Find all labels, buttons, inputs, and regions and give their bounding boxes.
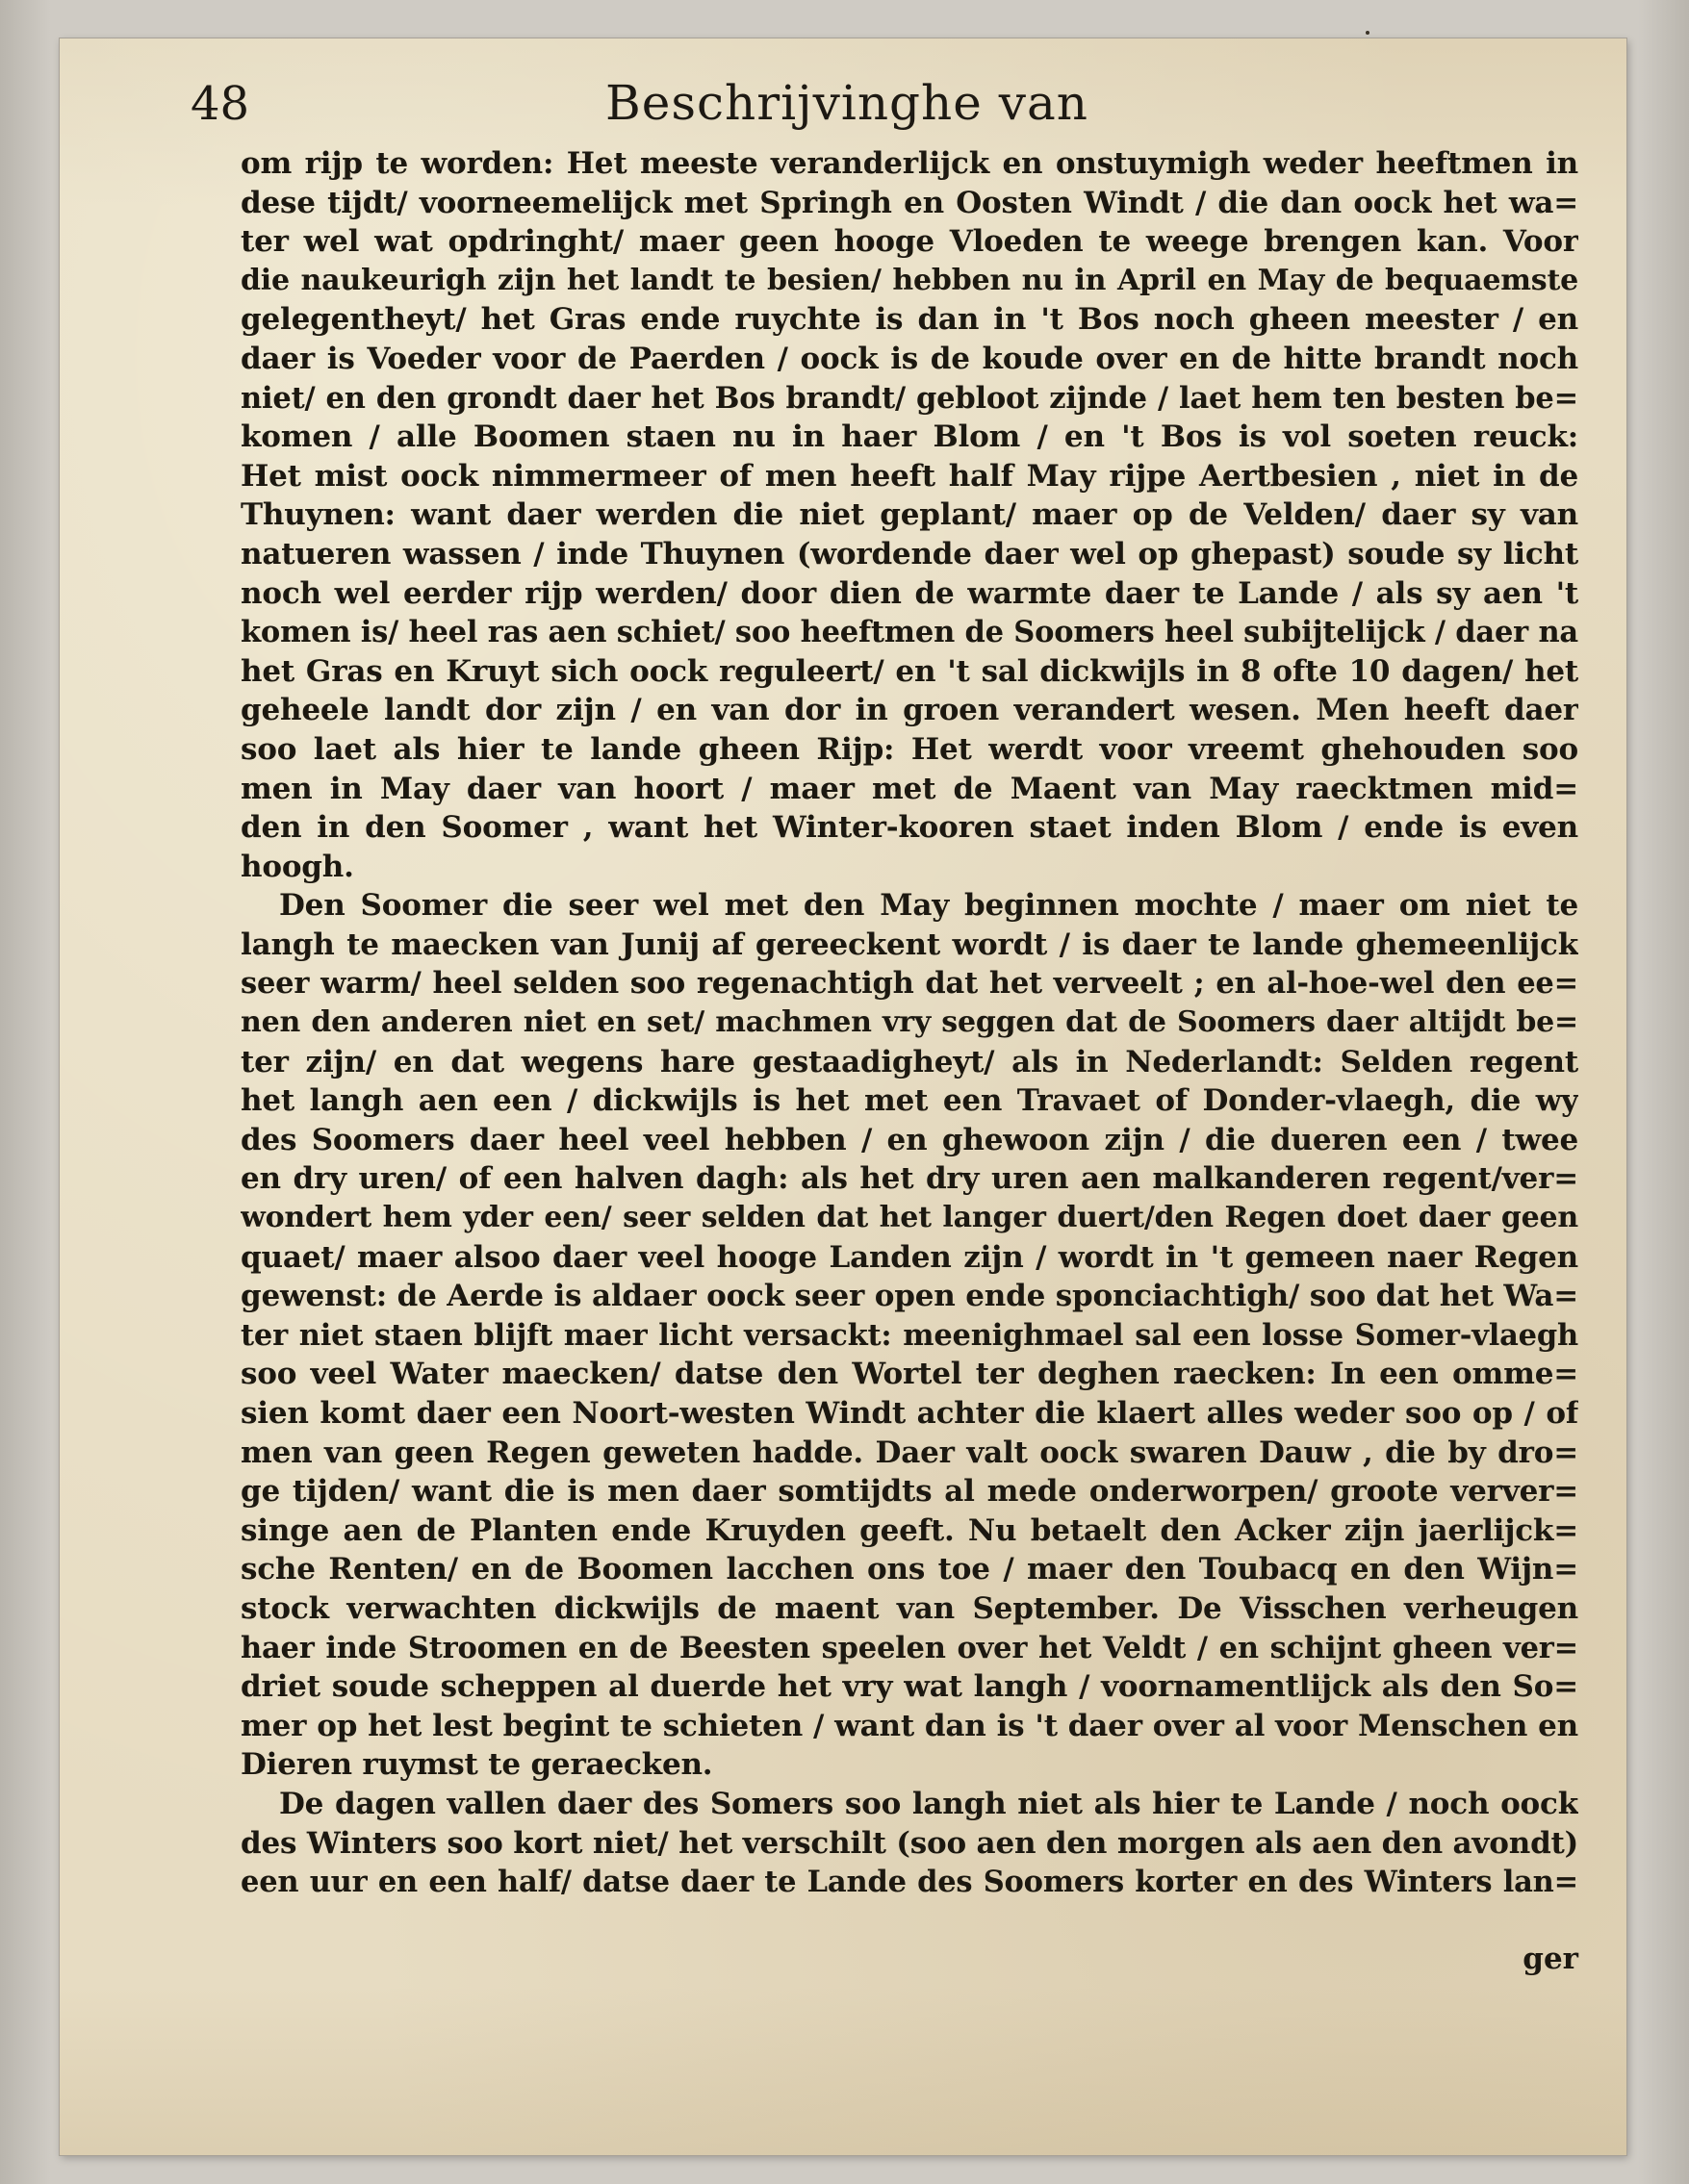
running-title: Beschrijvinghe van (605, 75, 1088, 131)
text-line: gelegentheyt/ het Gras ende ruychte is dan in 't Bos noch gheen meester / en (241, 302, 1578, 338)
text-line: quaet/ maer alsoo daer veel hooge Landen zijn / wordt in 't gemeen naer Regen (241, 1239, 1578, 1275)
paragraph-end-line: Dieren ruymst te geraecken. (241, 1747, 713, 1783)
page-number: 48 (191, 77, 250, 131)
text-line: en dry uren/ of een halven dagh: als het dry uren aen malkanderen regent/ver= (241, 1161, 1578, 1197)
text-line: stock verwachten dickwijls de maent van September. De Visschen verheugen (241, 1590, 1578, 1626)
text-line: een uur en een half/ datse daer te Lande des Soomers korter en des Winters lan= (241, 1865, 1578, 1900)
text-line: Thuynen: want daer werden die niet geplant/ maer op de Velden/ daer sy van (241, 497, 1578, 533)
text-line: sien komt daer een Noort-westen Windt achter die klaert alles weder soo op / of (241, 1396, 1578, 1431)
text-line: gewenst: de Aerde is aldaer oock seer open ende sponciachtigh/ soo dat het Wa= (241, 1279, 1578, 1314)
text-line: seer warm/ heel selden soo regenachtigh dat het verveelt ; en al-hoe-wel den ee= (241, 966, 1578, 1002)
text-line: natueren wassen / inde Thuynen (wordende daer wel op ghepast) soude sy licht (241, 536, 1578, 571)
text-line: ter niet staen blijft maer licht versackt: meenighmael sal een losse Somer-vlaegh (241, 1317, 1578, 1353)
ink-speck (1366, 31, 1369, 35)
text-line: dese tijdt/ voorneemelijck met Springh en Oosten Windt / die dan oock het wa= (241, 185, 1578, 220)
text-line: soo veel Water maecken/ datse den Wortel ter deghen raecken: In een omme= (241, 1357, 1578, 1392)
text-line: men in May daer van hoort / maer met de Maent van May raecktmen mid= (241, 771, 1578, 806)
text-line: sche Renten/ en de Boomen lacchen ons toe / maer den Toubacq en den Wijn= (241, 1552, 1578, 1587)
text-line: haer inde Stroomen en de Beesten speelen over het Veldt / en schijnt gheen ver= (241, 1630, 1578, 1665)
text-line: komen / alle Boomen staen nu in haer Blom / en 't Bos is vol soeten reuck: (241, 419, 1578, 455)
text-line: geheele landt dor zijn / en van dor in groen verandert wesen. Men heeft daer (241, 693, 1578, 728)
text-line: Het mist oock nimmermeer of men heeft half May rijpe Aertbesien , niet in de (241, 458, 1578, 494)
text-line: om rijp te worden: Het meeste veranderlijck en onstuymigh weder heeftmen in (241, 146, 1578, 181)
text-line: langh te maecken van Junij af gereeckent wordt / is daer te lande ghemeenlijck (241, 927, 1578, 962)
catchword: ger (1523, 1942, 1578, 1976)
text-line: men van geen Regen geweten hadde. Daer valt oock swaren Dauw , die by dro= (241, 1435, 1578, 1470)
text-line: ge tijden/ want die is men daer somtijdts al mede onderworpen/ groote verver= (241, 1474, 1578, 1510)
text-line: wondert hem yder een/ seer selden dat het langer duert/den Regen doet daer geen (241, 1201, 1578, 1235)
paragraph-start-line: De dagen vallen daer des Somers soo langh niet als hier te Lande / noch oock (279, 1786, 1578, 1821)
paragraph-start-line: Den Soomer die seer wel met den May beginnen mochte / maer om niet te (279, 888, 1578, 924)
text-line: nen den anderen niet en set/ machmen vry seggen dat de Soomers daer altijdt be= (241, 1005, 1578, 1040)
text-line: ter zijn/ en dat wegens hare gestaadigheyt/ als in Nederlandt: Selden regent (241, 1044, 1578, 1079)
text-line: niet/ en den grondt daer het Bos brandt/ gebloot zijnde / laet hem ten besten be= (241, 380, 1578, 416)
text-line: singe aen de Planten ende Kruyden geeft. Nu betaelt den Acker zijn jaerlijck= (241, 1512, 1578, 1548)
text-line: mer op het lest begint te schieten / want dan is 't daer over al voor Menschen en (241, 1708, 1578, 1743)
text-line: het Gras en Kruyt sich oock reguleert/ en 't sal dickwijls in 8 ofte 10 dagen/ het (241, 653, 1578, 689)
text-line: komen is/ heel ras aen schiet/ soo heeftmen de Soomers heel subijtelijck / daer na (241, 615, 1578, 650)
text-line: daer is Voeder voor de Paerden / oock is de koude over en de hitte brandt noch (241, 341, 1578, 376)
text-line: ter wel wat opdringht/ maer geen hooge Vloeden te weege brengen kan. Voor (241, 224, 1578, 260)
text-line: die naukeurigh zijn het landt te besien/ hebben nu in April en May de bequaemste (241, 263, 1578, 297)
text-line: des Soomers daer heel veel hebben / en ghewoon zijn / die dueren een / twee (241, 1122, 1578, 1157)
text-line: soo laet als hier te lande gheen Rijp: Het werdt voor vreemt ghehouden soo (241, 731, 1578, 767)
text-line: noch wel eerder rijp werden/ door dien de warmte daer te Lande / als sy aen 't (241, 575, 1578, 611)
text-line: den in den Soomer , want het Winter-kooren staet inden Blom / ende is even (241, 810, 1578, 846)
paragraph-end-line: hoogh. (241, 849, 354, 884)
text-line: driet soude scheppen al duerde het vry wat langh / voornamentlijck als den So= (241, 1669, 1578, 1705)
text-line: het langh aen een / dickwijls is het met een Travaet of Donder-vlaegh, die wy (241, 1083, 1578, 1119)
body-text (241, 144, 1578, 1902)
text-line: des Winters soo kort niet/ het verschilt (soo aen den morgen als aen den avondt) (241, 1825, 1578, 1861)
